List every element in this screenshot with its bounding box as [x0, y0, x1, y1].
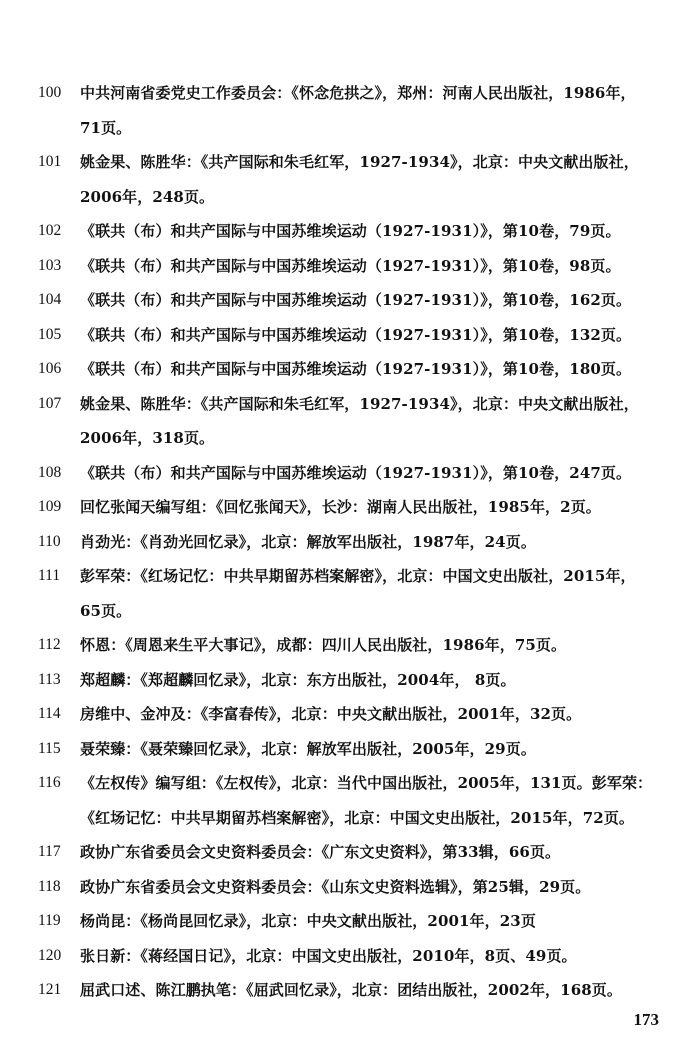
endnote-number: 113 [38, 670, 61, 688]
endnote-number: 120 [38, 946, 62, 964]
endnote-text: 杨尚昆：《杨尚昆回忆录》，北京：中央文献出版社，2001年，23页 [80, 912, 536, 930]
endnote-number: 115 [38, 739, 61, 757]
endnote-item [38, 525, 660, 560]
endnote-number: 110 [38, 532, 61, 550]
endnote-number: 116 [38, 774, 61, 791]
endnote-text: 政协广东省委员会文史资料委员会：《山东文史资料选辑》，第25辑，29页。 [80, 877, 591, 896]
endnote-item [38, 835, 660, 870]
endnote-text: 房维中、金冲及：《李富春传》，北京：中央文献出版社，2001年，32页。 [80, 705, 582, 723]
endnote-number: 106 [38, 360, 62, 377]
endnote-text: 《联共（布）和共产国际与中国苏维埃运动（1927-1931）》，第10卷，162页。 [80, 291, 632, 309]
endnote-number: 121 [38, 981, 62, 998]
endnote-item [38, 766, 660, 835]
endnote-number: 119 [38, 912, 61, 929]
endnote-text: 张日新：《蒋经国日记》，北京：中国文史出版社，2010年，8页、49页。 [80, 946, 577, 965]
endnote-text: 《联共（布）和共产国际与中国苏维埃运动（1927-1931）》，第10卷，98页。 [80, 256, 621, 275]
endnote-text: 《联共（布）和共产国际与中国苏维埃运动（1927-1931）》，第10卷，180页。 [80, 360, 632, 378]
endnote-text: 《联共（布）和共产国际与中国苏维埃运动（1927-1931）》，第10卷，247页。 [80, 463, 632, 482]
endnote-item [38, 697, 660, 732]
endnote-text: 聂荣臻：《聂荣臻回忆录》，北京：解放军出版社，2005年，29页。 [80, 739, 536, 758]
endnote-text: 《联共（布）和共产国际与中国苏维埃运动（1927-1931）》，第10卷，79页。 [80, 222, 621, 240]
endnote-number: 105 [38, 325, 62, 343]
endnote-item [38, 352, 660, 387]
endnote-item [38, 456, 660, 491]
endnote-item [38, 283, 660, 318]
endnote-text: 肖劲光：《肖劲光回忆录》，北京：解放军出版社，1987年，24页。 [80, 532, 536, 551]
endnote-number: 102 [38, 222, 62, 239]
endnote-number: 118 [38, 877, 61, 895]
endnote-item [38, 559, 660, 628]
endnote-item [38, 663, 660, 698]
endnote-number: 107 [38, 394, 62, 412]
endnote-item [38, 870, 660, 905]
endnote-text: 《联共（布）和共产国际与中国苏维埃运动（1927-1931）》，第10卷，132页。 [80, 325, 632, 344]
endnote-text: 中共河南省委党史工作委员会：《怀念危拱之》，郑州：河南人民出版社，1986年， 71页。 [80, 84, 636, 137]
endnote-number: 103 [38, 256, 62, 274]
endnote-number: 101 [38, 153, 62, 170]
endnote-item [38, 490, 660, 525]
endnote-text: 政协广东省委员会文史资料委员会：《广东文史资料》，第33辑，66页。 [80, 843, 561, 861]
endnote-text: 郑超麟：《郑超麟回忆录》，北京：东方出版社，2004年， 8页。 [80, 670, 516, 689]
endnote-item [38, 904, 660, 939]
endnote-item [38, 387, 660, 456]
endnote-item [38, 939, 660, 974]
endnote-number: 108 [38, 463, 62, 481]
endnote-text: 屈武口述、陈江鹏执笔：《屈武回忆录》，北京：团结出版社，2002年，168页。 [80, 981, 622, 999]
endnote-text: 回忆张闻天编写组：《回忆张闻天》，长沙：湖南人民出版社，1985年，2页。 [80, 498, 601, 516]
page-number: 173 [633, 1010, 659, 1029]
endnote-item [38, 249, 660, 284]
endnote-item [38, 145, 660, 214]
endnote-item [38, 732, 660, 767]
endnote-number: 117 [38, 843, 61, 860]
endnote-text: 怀恩：《周恩来生平大事记》，成都：四川人民出版社，1986年，75页。 [80, 636, 567, 654]
endnote-text: 《左权传》编写组：《左权传》，北京：当代中国出版社，2005年，131页。彭军荣： 《红场记忆：中共早期留苏档案解密》，北京：中国文史出版社，2015年，72页。 [80, 774, 653, 827]
endnote-number: 100 [38, 84, 62, 101]
endnote-text: 姚金果、陈胜华：《共产国际和朱毛红军，1927-1934》，北京：中央文献出版社， 2006年，248页。 [80, 153, 639, 206]
endnote-text: 彭军荣：《红场记忆：中共早期留苏档案解密》，北京：中国文史出版社，2015年， 65页。 [80, 567, 636, 620]
endnote-number: 104 [38, 291, 62, 308]
endnote-item [38, 628, 660, 663]
endnote-text: 姚金果、陈胜华：《共产国际和朱毛红军，1927-1934》，北京：中央文献出版社， 2006年，318页。 [80, 394, 639, 447]
endnote-number: 111 [38, 567, 61, 584]
endnotes-list [38, 76, 660, 1008]
endnote-number: 114 [38, 705, 61, 722]
endnote-item [38, 214, 660, 249]
endnote-item [38, 973, 660, 1008]
endnote-item [38, 318, 660, 353]
endnote-item [38, 76, 660, 145]
endnote-number: 112 [38, 636, 61, 653]
endnote-number: 109 [38, 498, 62, 515]
